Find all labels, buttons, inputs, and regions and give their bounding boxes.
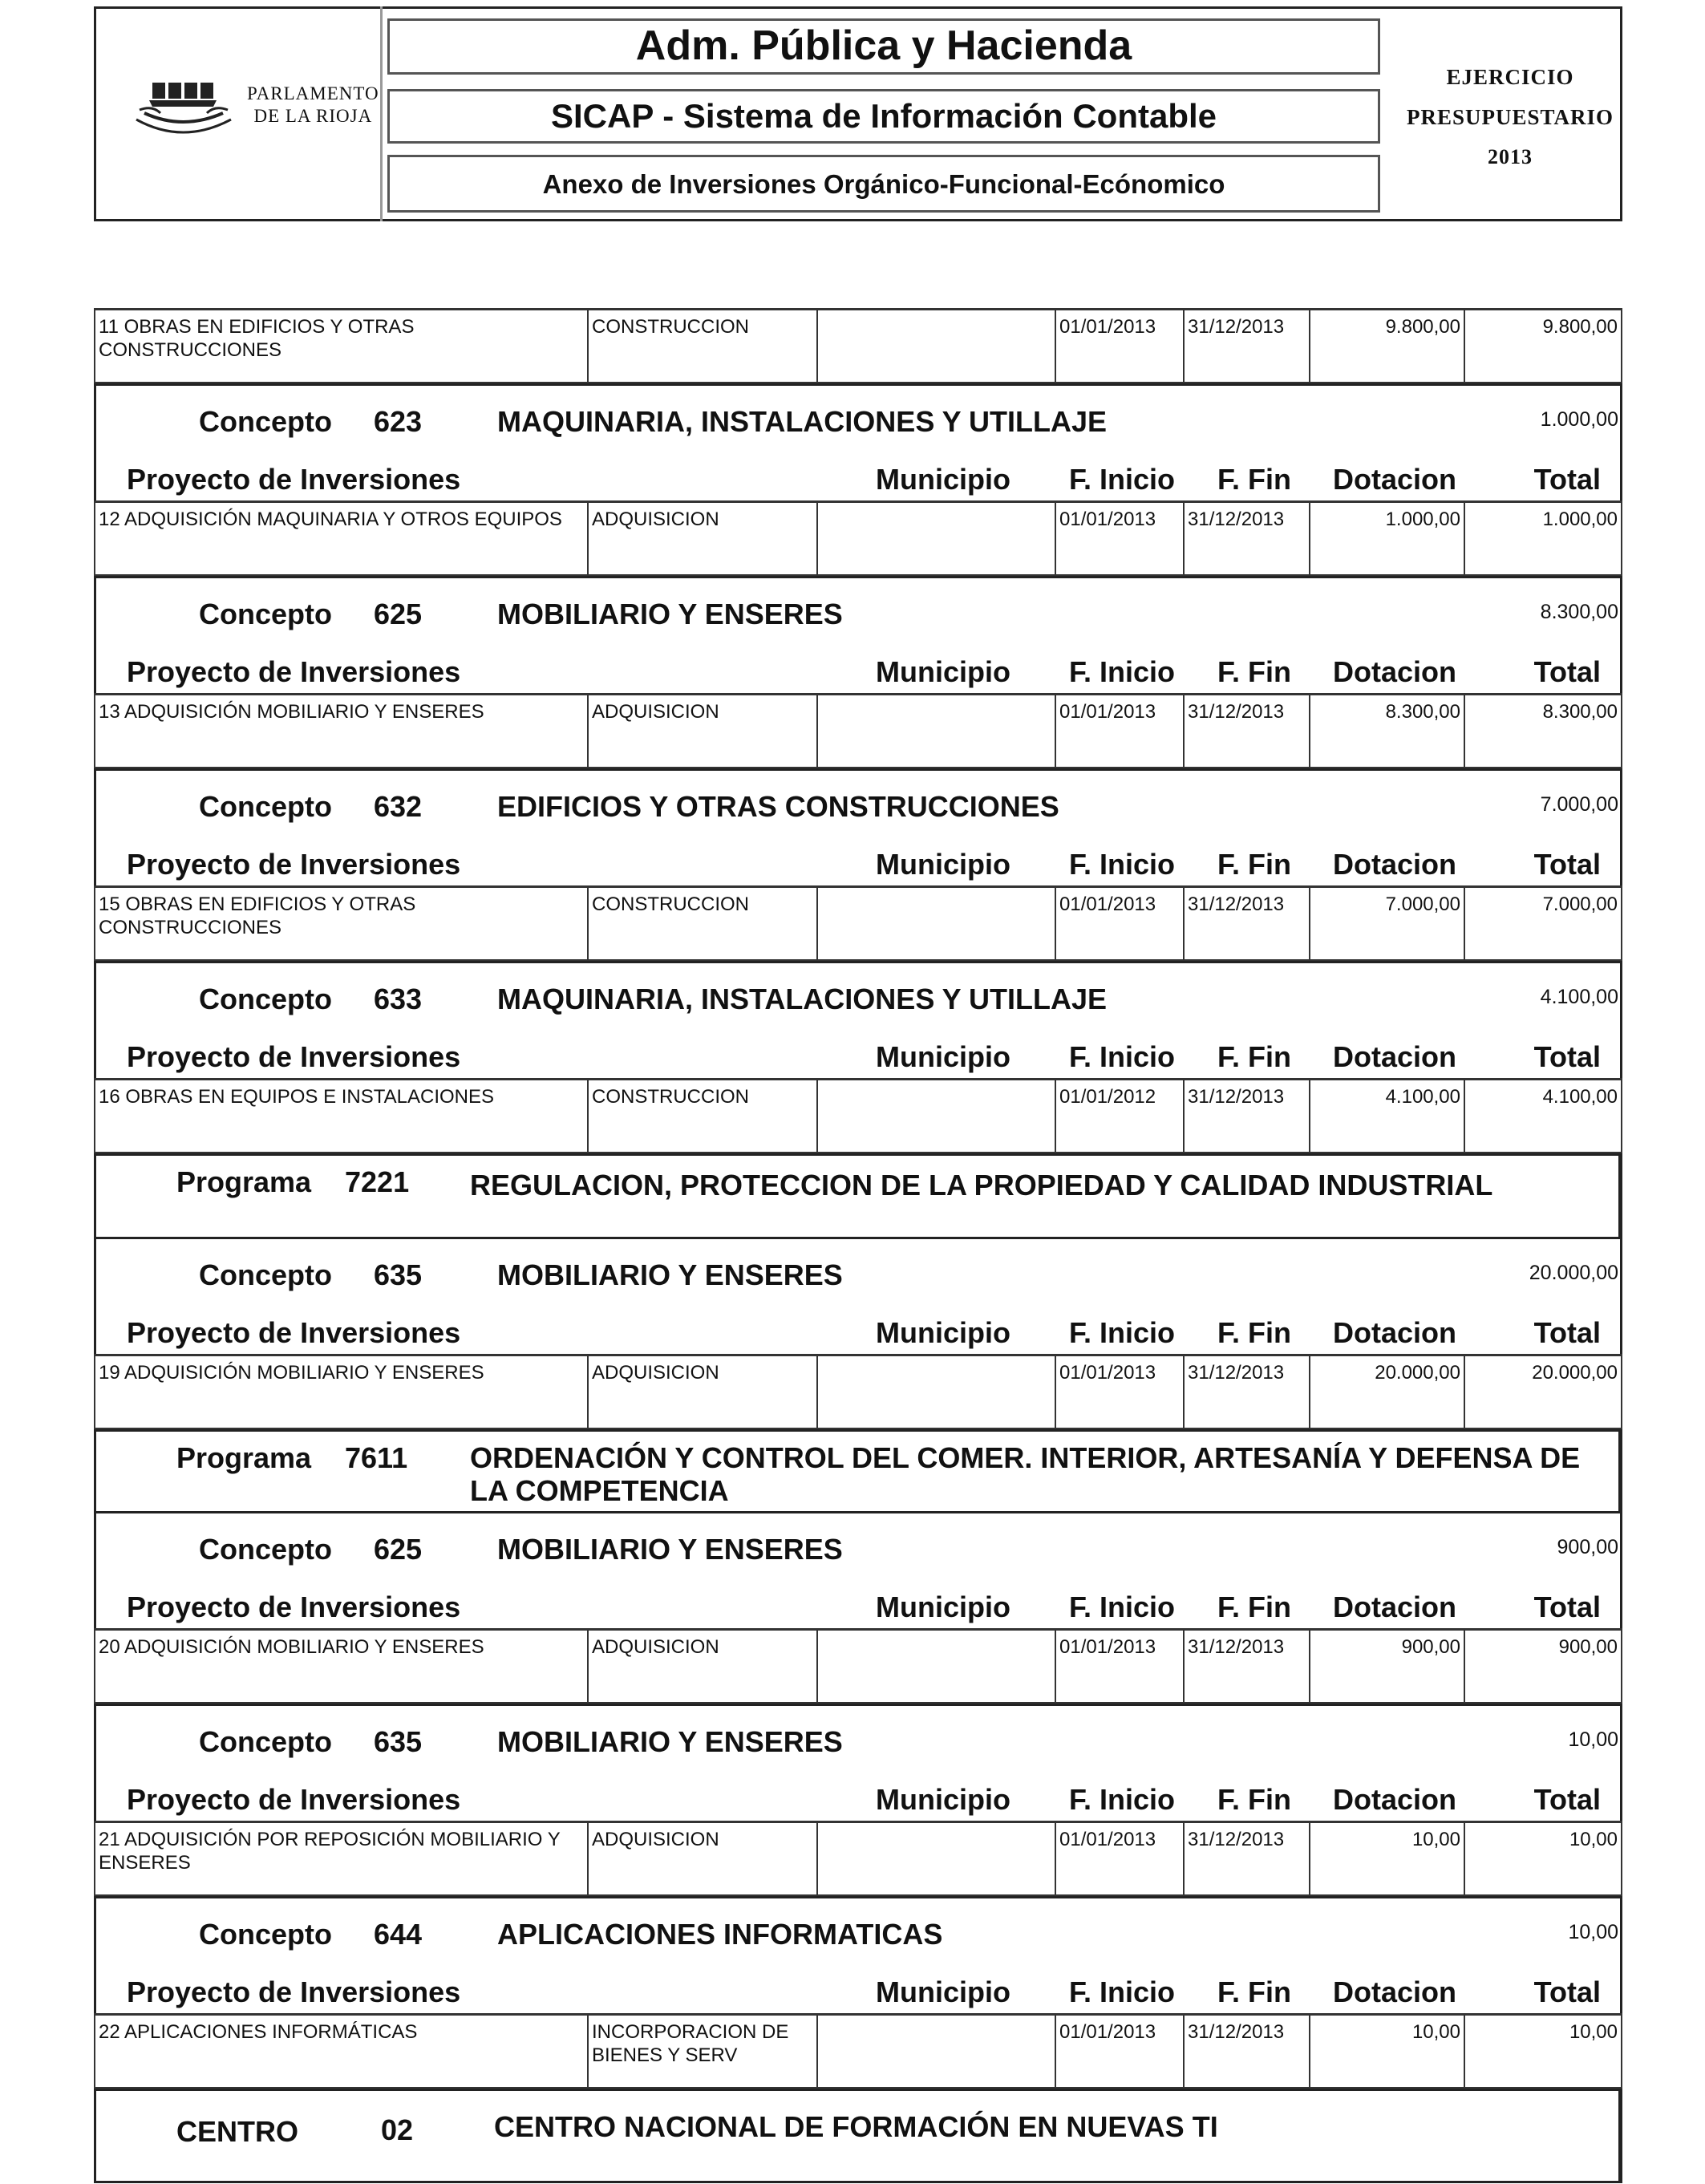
dotacion-cell: 8.300,00 xyxy=(1310,695,1465,767)
programa-name: REGULACION, PROTECCION DE LA PROPIEDAD Y CALIDAD INDUSTRIAL xyxy=(470,1169,1493,1201)
programa-label: Programa xyxy=(176,1441,312,1474)
col-header-proyecto: Proyecto de Inversiones xyxy=(127,1975,461,2008)
logo-text xyxy=(247,83,379,128)
concepto-label: Concepto xyxy=(199,983,332,1015)
concepto-name: MAQUINARIA, INSTALACIONES Y UTILLAJE xyxy=(497,983,1108,1015)
concepto-name: MOBILIARIO Y ENSERES xyxy=(497,1533,843,1566)
programa-block xyxy=(94,1153,1622,1237)
col-header-municipio: Municipio xyxy=(876,848,1010,881)
type-cell: ADQUISICION xyxy=(589,695,818,767)
total-cell: 9.800,00 xyxy=(1542,316,1618,338)
col-header-inicio: F. Inicio xyxy=(1069,1316,1176,1349)
header-report-name: Anexo de Inversiones Orgánico-Funcional-Ecónomico xyxy=(387,155,1380,213)
col-header-total: Total xyxy=(1533,1590,1601,1623)
col-header-proyecto: Proyecto de Inversiones xyxy=(127,1316,461,1349)
municipio-cell xyxy=(818,1356,1056,1428)
table-row xyxy=(94,1628,1622,1704)
header-subtitle: SICAP - Sistema de Información Contable xyxy=(387,89,1380,144)
concepto-label: Concepto xyxy=(199,1258,332,1291)
concepto-block xyxy=(94,383,1622,500)
concepto-amount: 10,00 xyxy=(1568,1921,1618,1943)
municipio-cell xyxy=(818,1823,1056,1894)
start-date-cell: 01/01/2013 xyxy=(1056,1823,1185,1894)
type-cell: CONSTRUCCION xyxy=(589,1080,818,1152)
table-row xyxy=(94,2013,1622,2089)
report-header xyxy=(94,6,1622,221)
crown-emblem-icon xyxy=(120,73,241,145)
report-body xyxy=(94,308,1622,2183)
table-row xyxy=(94,1078,1622,1153)
col-header-total: Total xyxy=(1533,1783,1601,1816)
col-header-dotacion: Dotacion xyxy=(1333,1316,1457,1349)
concepto-code: 632 xyxy=(374,790,423,823)
col-header-total: Total xyxy=(1533,463,1601,496)
concepto-block xyxy=(94,1704,1622,1821)
programa-code: 7221 xyxy=(345,1165,410,1198)
municipio-cell xyxy=(818,503,1056,574)
programa-label: Programa xyxy=(176,1165,312,1198)
col-header-proyecto: Proyecto de Inversiones xyxy=(127,655,461,688)
municipio-cell xyxy=(818,888,1056,959)
end-date-cell: 31/12/2013 xyxy=(1185,1356,1310,1428)
concepto-code: 625 xyxy=(374,598,423,630)
type-cell: INCORPORACION DE BIENES Y SERV xyxy=(589,2016,818,2087)
type-cell: ADQUISICION xyxy=(589,1631,818,1702)
col-header-inicio: F. Inicio xyxy=(1069,655,1176,688)
total-cell: 900,00 xyxy=(1558,1636,1618,1658)
col-header-municipio: Municipio xyxy=(876,463,1010,496)
concepto-amount: 1.000,00 xyxy=(1540,408,1618,431)
centro-name: CENTRO NACIONAL DE FORMACIÓN EN NUEVAS TI xyxy=(494,2110,1218,2143)
start-date-cell: 01/01/2013 xyxy=(1056,1356,1185,1428)
col-header-fin: F. Fin xyxy=(1217,1040,1291,1073)
concepto-block xyxy=(94,768,1622,885)
start-date-cell: 01/01/2013 xyxy=(1056,695,1185,767)
dotacion-cell: 4.100,00 xyxy=(1310,1080,1465,1152)
col-header-total: Total xyxy=(1533,655,1601,688)
table-row xyxy=(94,885,1622,961)
ejercicio-label: EJERCICIO xyxy=(1446,65,1574,89)
dotacion-cell: 10,00 xyxy=(1310,2016,1465,2087)
project-cell: 11 OBRAS EN EDIFICIOS Y OTRAS CONSTRUCCIONES xyxy=(95,310,589,382)
col-header-fin: F. Fin xyxy=(1217,463,1291,496)
dotacion-cell: 9.800,00 xyxy=(1310,310,1465,382)
total-cell: 10,00 xyxy=(1569,1829,1618,1850)
municipio-cell xyxy=(818,1631,1056,1702)
concepto-amount: 8.300,00 xyxy=(1540,601,1618,623)
table-row xyxy=(94,693,1622,768)
start-date-cell: 01/01/2012 xyxy=(1056,1080,1185,1152)
end-date-cell: 31/12/2013 xyxy=(1185,1631,1310,1702)
programa-code: 7611 xyxy=(345,1441,408,1474)
concepto-label: Concepto xyxy=(199,1918,332,1951)
municipio-cell xyxy=(818,310,1056,382)
col-header-proyecto: Proyecto de Inversiones xyxy=(127,848,461,881)
col-header-municipio: Municipio xyxy=(876,655,1010,688)
concepto-amount: 10,00 xyxy=(1568,1728,1618,1751)
concepto-block xyxy=(94,961,1622,1078)
concepto-name: MAQUINARIA, INSTALACIONES Y UTILLAJE xyxy=(497,405,1108,438)
col-header-proyecto: Proyecto de Inversiones xyxy=(127,1783,461,1816)
end-date-cell: 31/12/2013 xyxy=(1185,1080,1310,1152)
project-cell: 12 ADQUISICIÓN MAQUINARIA Y OTROS EQUIPOS xyxy=(95,503,589,574)
logo-line-2: DE LA RIOJA xyxy=(253,106,373,126)
municipio-cell xyxy=(818,695,1056,767)
col-header-fin: F. Fin xyxy=(1217,655,1291,688)
municipio-cell xyxy=(818,2016,1056,2087)
dotacion-cell: 1.000,00 xyxy=(1310,503,1465,574)
concepto-label: Concepto xyxy=(199,405,332,438)
project-cell: 22 APLICACIONES INFORMÁTICAS xyxy=(95,2016,589,2087)
logo-line-1: PARLAMENTO xyxy=(247,83,379,103)
col-header-inicio: F. Inicio xyxy=(1069,1040,1176,1073)
dotacion-cell: 900,00 xyxy=(1310,1631,1465,1702)
dotacion-cell: 20.000,00 xyxy=(1310,1356,1465,1428)
concepto-code: 635 xyxy=(374,1725,423,1758)
concepto-label: Concepto xyxy=(199,1725,332,1758)
centro-code: 02 xyxy=(381,2113,414,2146)
concepto-label: Concepto xyxy=(199,598,332,630)
end-date-cell: 31/12/2013 xyxy=(1185,1823,1310,1894)
concepto-code: 633 xyxy=(374,983,423,1015)
concepto-name: MOBILIARIO Y ENSERES xyxy=(497,1258,843,1291)
table-row xyxy=(94,500,1622,576)
concepto-code: 623 xyxy=(374,405,423,438)
total-cell: 7.000,00 xyxy=(1542,893,1618,915)
concepto-code: 644 xyxy=(374,1918,423,1951)
col-header-fin: F. Fin xyxy=(1217,1590,1291,1623)
dotacion-cell: 7.000,00 xyxy=(1310,888,1465,959)
col-header-total: Total xyxy=(1533,1316,1601,1349)
end-date-cell: 31/12/2013 xyxy=(1185,2016,1310,2087)
concepto-block xyxy=(94,1237,1622,1354)
concepto-name: APLICACIONES INFORMATICAS xyxy=(497,1918,943,1951)
col-header-inicio: F. Inicio xyxy=(1069,1975,1176,2008)
type-cell: CONSTRUCCION xyxy=(589,888,818,959)
col-header-municipio: Municipio xyxy=(876,1316,1010,1349)
total-cell: 8.300,00 xyxy=(1542,701,1618,723)
end-date-cell: 31/12/2013 xyxy=(1185,888,1310,959)
header-title: Adm. Pública y Hacienda xyxy=(387,18,1380,75)
programa-name: ORDENACIÓN Y CONTROL DEL COMER. INTERIOR, ARTESANÍA Y DEFENSA DE LA COMPETENCIA xyxy=(470,1441,1581,1507)
col-header-proyecto: Proyecto de Inversiones xyxy=(127,1590,461,1623)
col-header-dotacion: Dotacion xyxy=(1333,1590,1457,1623)
col-header-municipio: Municipio xyxy=(876,1590,1010,1623)
col-header-municipio: Municipio xyxy=(876,1040,1010,1073)
col-header-inicio: F. Inicio xyxy=(1069,1783,1176,1816)
table-row xyxy=(94,1354,1622,1429)
total-cell: 4.100,00 xyxy=(1542,1086,1618,1108)
type-cell: CONSTRUCCION xyxy=(589,310,818,382)
type-cell: ADQUISICION xyxy=(589,1823,818,1894)
programa-block xyxy=(94,1429,1622,1511)
concepto-amount: 7.000,00 xyxy=(1540,793,1618,816)
end-date-cell: 31/12/2013 xyxy=(1185,310,1310,382)
start-date-cell: 01/01/2013 xyxy=(1056,1631,1185,1702)
type-cell: ADQUISICION xyxy=(589,1356,818,1428)
table-row xyxy=(94,308,1622,383)
concepto-block xyxy=(94,1896,1622,2013)
table-row xyxy=(94,1821,1622,1896)
project-cell: 15 OBRAS EN EDIFICIOS Y OTRAS CONSTRUCCIONES xyxy=(95,888,589,959)
start-date-cell: 01/01/2013 xyxy=(1056,888,1185,959)
concepto-name: EDIFICIOS Y OTRAS CONSTRUCCIONES xyxy=(497,790,1059,823)
municipio-cell xyxy=(818,1080,1056,1152)
col-header-dotacion: Dotacion xyxy=(1333,1783,1457,1816)
col-header-inicio: F. Inicio xyxy=(1069,848,1176,881)
type-cell: ADQUISICION xyxy=(589,503,818,574)
col-header-fin: F. Fin xyxy=(1217,1783,1291,1816)
end-date-cell: 31/12/2013 xyxy=(1185,503,1310,574)
project-cell: 13 ADQUISICIÓN MOBILIARIO Y ENSERES xyxy=(95,695,589,767)
col-header-dotacion: Dotacion xyxy=(1333,655,1457,688)
col-header-municipio: Municipio xyxy=(876,1783,1010,1816)
col-header-municipio: Municipio xyxy=(876,1975,1010,2008)
centro-label: CENTRO xyxy=(176,2115,298,2148)
start-date-cell: 01/01/2013 xyxy=(1056,503,1185,574)
col-header-total: Total xyxy=(1533,848,1601,881)
centro-block xyxy=(94,2089,1622,2183)
col-header-total: Total xyxy=(1533,1975,1601,2008)
col-header-dotacion: Dotacion xyxy=(1333,848,1457,881)
col-header-dotacion: Dotacion xyxy=(1333,463,1457,496)
concepto-code: 635 xyxy=(374,1258,423,1291)
col-header-fin: F. Fin xyxy=(1217,1316,1291,1349)
project-cell: 21 ADQUISICIÓN POR REPOSICIÓN MOBILIARIO Y ENSERES xyxy=(95,1823,589,1894)
project-cell: 20 ADQUISICIÓN MOBILIARIO Y ENSERES xyxy=(95,1631,589,1702)
concepto-block xyxy=(94,576,1622,693)
col-header-dotacion: Dotacion xyxy=(1333,1975,1457,2008)
col-header-fin: F. Fin xyxy=(1217,848,1291,881)
concepto-label: Concepto xyxy=(199,1533,332,1566)
project-cell: 19 ADQUISICIÓN MOBILIARIO Y ENSERES xyxy=(95,1356,589,1428)
total-cell: 10,00 xyxy=(1569,2021,1618,2043)
start-date-cell: 01/01/2013 xyxy=(1056,2016,1185,2087)
concepto-block xyxy=(94,1511,1622,1628)
fiscal-year: 2013 xyxy=(1488,145,1533,168)
presupuestario-label: PRESUPUESTARIO xyxy=(1406,105,1614,129)
concepto-amount: 4.100,00 xyxy=(1540,986,1618,1008)
concepto-name: MOBILIARIO Y ENSERES xyxy=(497,598,843,630)
col-header-inicio: F. Inicio xyxy=(1069,463,1176,496)
concepto-name: MOBILIARIO Y ENSERES xyxy=(497,1725,843,1758)
end-date-cell: 31/12/2013 xyxy=(1185,695,1310,767)
col-header-fin: F. Fin xyxy=(1217,1975,1291,2008)
col-header-proyecto: Proyecto de Inversiones xyxy=(127,463,461,496)
concepto-label: Concepto xyxy=(199,790,332,823)
concepto-amount: 20.000,00 xyxy=(1529,1262,1618,1284)
col-header-proyecto: Proyecto de Inversiones xyxy=(127,1040,461,1073)
concepto-code: 625 xyxy=(374,1533,423,1566)
total-cell: 1.000,00 xyxy=(1542,509,1618,530)
col-header-dotacion: Dotacion xyxy=(1333,1040,1457,1073)
start-date-cell: 01/01/2013 xyxy=(1056,310,1185,382)
col-header-inicio: F. Inicio xyxy=(1069,1590,1176,1623)
concepto-amount: 900,00 xyxy=(1557,1536,1618,1558)
project-cell: 16 OBRAS EN EQUIPOS E INSTALACIONES xyxy=(95,1080,589,1152)
dotacion-cell: 10,00 xyxy=(1310,1823,1465,1894)
total-cell: 20.000,00 xyxy=(1532,1362,1618,1384)
col-header-total: Total xyxy=(1533,1040,1601,1073)
